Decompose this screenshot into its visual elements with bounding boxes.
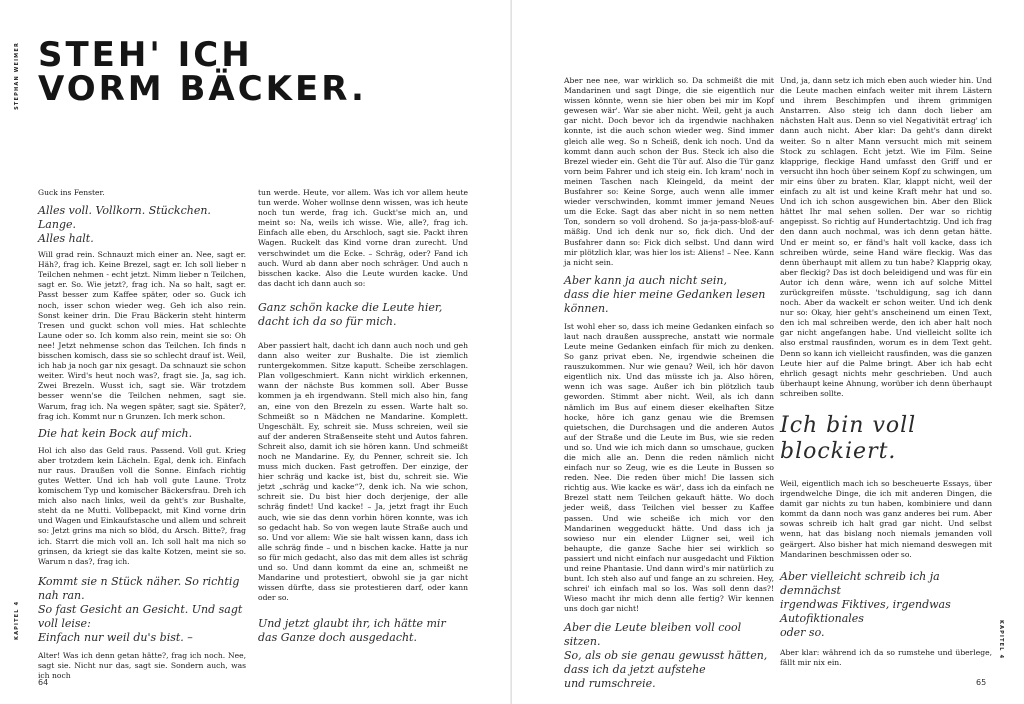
page-title [38, 35, 367, 109]
page-number-right: 65 [976, 678, 987, 687]
author-label: STEPHAN WEIMER [14, 42, 20, 110]
text-column-3 [564, 76, 774, 691]
chapter-label: KAPITEL 4 [998, 620, 1004, 660]
handwritten-note: Alles voll. Vollkorn. Stückchen. Lange. Alles halt. [38, 204, 211, 246]
handwritten-note: Aber vielleicht schreib ich ja demnächst irgendwas Fiktives, irgendwas Autofiktionales oder so. [780, 569, 951, 639]
paragraph: Weil, eigentlich mach ich so bescheuerte Essays, über irgendwelche Dinge, die ich mit anderen Dingen, die damit gar nichts zu tun haben, kombiniere und dann kommt da dann noch was ganz anderes bei rum. Aber sowas schreib ich halt grad gar nicht. Und selbst wenn, hat das bislang noch niemals jemanden voll geärgert. Also bisher hat mich niemand deswegen mit Mandarinen beschmissen oder so. [780, 479, 992, 559]
text-column-4 [780, 76, 992, 668]
paragraph: Aber nee nee, war wirklich so. Da schmeißt die mit Mandarinen und sagt Dinge, die sie eigentlich nur wissen könnte, wenn sie hier oben bei mir im Kopf gewesen wär'. War sie aber nicht. Weil, geht ja auch gar nicht. Doch bevor ich da irgendwie nachhaken konnte, ist die auch schon wieder weg. Sind immer gleich alle weg. So n Scheiß, denk ich noch. Und da kommt dann auch schon der Bus. Steck ich also die Brezel wieder ein. Geht die Tür auf. Also die Tür ganz vorn beim Fahrer und ich steig ein. Ich kram' noch in meinen Taschen nach Kleingeld, da meint der Busfahrer so: Keine Sorge, auch wenn alle immer wieder verschwinden, kommt immer jemand Neues um die Ecke. Sagt das aber nicht in so nem netten Ton, sondern so voll drohend. So ja-ja-pass-bloß-auf-mäßig. Und ich denk nur so, fick dich. Und der Busfahrer dann so: Fick dich selbst. Und dann wird mir plötzlich klar, was hier los ist: Aliens! – Nee. Kann ja nicht sein. [564, 76, 774, 267]
handwritten-note: Die hat kein Bock auf mich. [38, 426, 193, 440]
text-column-2 [258, 188, 468, 645]
title-line-2: VORM BÄCKER. [38, 69, 367, 109]
paragraph: Aber passiert halt, dacht ich dann auch noch und geh dann also weiter zur Bushalte. Die ist ziemlich runtergekommen. Sitze kaputt. Scheibe zerschlagen. Plan vollgeschmiert. Kann nicht wirklich erkennen, wann der nächste Bus kommen soll. Aber Busse kommen ja eh irgendwann. Stell mich also hin, fang an, eine von den Brezeln zu essen. Warte halt so. Schmeißt so n Mädchen ne Mandarine. Komplett. Ungeschält. Ey, schreit sie. Muss schreien, weil sie auf der anderen Straßenseite steht und Autos fahren. Schreit also, damit ich sie hören kann. Und schmeißt noch ne Mandarine. Ey, du Penner, schreit sie. Ich muss mich ducken. Fast getroffen. Der einzige, der hier schräg und kacke ist, bist du, schreit sie. Wie jetzt „schräg und kacke“?, denk ich. Na wie schon, schreit sie. Du bist hier doch derjenige, der alle schräg findet! Und kacke! – Ja, jetzt fragt ihr Euch auch, wie sie das denn vorhin hören konnte, was ich so gedacht hab. So von wegen laute Straße auch und so. Und vor allem: Wie sie halt wissen kann, dass ich alle schräg finde – und n bischen kacke. Hatte ja nur so für mich gedacht, also das mit dem alles ist schräg und so. Und dann kommt da eine an, schmeißt ne Mandarine und protestiert, obwohl sie ja gar nicht wissen dürfte, dass sie protestieren darf, oder kann oder so. [258, 340, 468, 603]
chapter-label: KAPITEL 4 [14, 600, 20, 640]
paragraph: Ist wohl eher so, dass ich meine Gedanken einfach so laut nach draußen ausspreche, anstatt wie normale Leute meine Gedanken einfach für mich zu denken. So ganz privat eben. Ne, irgendwie scheinen die rauszukommen. Nur wie genau? Weil, ich hör davon eigentlich nix. Und das müsste ich ja. Also hören, wenn ich was sage. Außer ich bin plötzlich taub geworden. Stimmt aber nicht. Weil, als ich dann nämlich im Bus auf einem dieser ekelhaften Sitze hocke, höre ich ganz genau wie die Bremsen quietschen, die Durchsagen und die anderen Autos auf der Straße und die Leute im Bus, wie sie reden und so. Und wie ich mich dann so umschaue, gucken die mich alle an. Denn die reden nämlich nicht einfach nur so Zeug, wie es die Leute in Bussen so reden. Nee. Die reden über mich! Die lassen sich richtig aus. Wie kacke es wär', dass ich da einfach ne Brezel statt nem Teilchen gekauft hätte. Wo doch jeder weiß, dass Teilchen viel besser zu Kaffee passen. Und wie scheiße ich mich vor den Mandarinen weggeduckt hätte. Und dass ich ja sowieso nur ein elender Lügner sei, weil ich behaupte, die ganze Sache hier sei wirklich so passiert und nicht einfach nur ausgedacht und Fiktion und reine Phantasie. Und dann wird's mir natürlich zu bunt. Ich steh also auf und fange an zu schreien. Hey, schrei' ich einfach mal so los. Was soll denn das?! Wieso macht ihr mich denn alle fertig? Wir kennen uns doch gar nicht! [564, 321, 774, 614]
handwritten-note: Aber kann ja auch nicht sein, dass die hier meine Gedanken lesen können. [564, 273, 766, 315]
handwritten-note: Kommt sie n Stück näher. So richtig nah ran. So fast Gesicht an Gesicht. Und sagt voll leise: Einfach nur weil du's bist. – [38, 574, 243, 644]
right-page [512, 0, 1024, 704]
paragraph: Guck ins Fenster. [38, 188, 105, 197]
paragraph: Und, ja, dann setz ich mich eben auch wieder hin. Und die Leute machen einfach weiter mit ihrem Lästern und ihrem Beschimpfen und ihrem grimmigen Anstarren. Also steig ich dann doch lieber am nächsten Halt aus. Denn so viel Negativität ertrag' ich dann auch nicht. Aber klar: Da geht's dann direkt weiter. So n alter Mann versucht mich mit seinem Stock zu schlagen. Echt jetzt. Wie im Film. Seine klapprige, fleckige Hand umfasst den Griff und er versucht ihn hoch über seinem Kopf zu schwingen, um mir eins über zu braten. Klar, klappt nicht, weil der einfach zu alt ist und keine Kraft mehr hat und so. Und ich ich schon ausgewichen bin. Aber den Blick hättet Ihr mal sehen sollen. Der war so richtig angepisst. So richtig auf Hundertachtzig. Und ich frag den dann auch nochmal, was ich denn getan hätte. Und er meint so, er fänd's halt voll kacke, dass ich schreiben würde, seine Hand wäre fleckig. Was das denn überhaupt mit allem zu tun habe? Klapprig okay, aber fleckig? Das ist doch beleidigend und was für ein Autor ich denn wäre, wenn ich auf solche Mittel zurückgreifen müsste. 'tschuldigung, sag ich dann noch. Aber da wackelt er schon weiter. Und ich denk nur so: Okay, hier geht's anscheinend um einen Text, den ich mal schreiben werde, den ich aber halt noch gar nicht angefangen habe. Und vielleicht sollte ich also erstmal rausfinden, worum es in dem Text geht. Denn so kann ich vielleicht rausfinden, was die ganzen Leute hier auf die Palme bringt. Aber ich hab echt ehrlich gesagt nichts mehr geschrieben. Und auch überhaupt keine Ahnung, worüber ich denn überhaupt schreiben sollte. [780, 76, 992, 398]
handwritten-note: Ganz schön kacke die Leute hier, dacht ich da so für mich. [258, 300, 443, 328]
paragraph: Hol ich also das Geld raus. Passend. Voll gut. Krieg aber trotzdem kein Lächeln. Egal, denk ich. Einfach nur raus. Draußen voll die Sonne. Einfach richtig gutes Wetter. Und ich hab voll gute Laune. Trotz komischem Typ und komischer Bäckersfrau. Dreh ich mich also nach links, weil da geht's zur Bushalte, steht da ne Mutti. Vollbepackt, mit Kind vorne drin und Wagen und Einkaufstasche und allem und schreit so: Jetzt grins ma nich so blöd, du Arsch. Bitte?, frag ich. Starrt die mich voll an. Ich soll halt ma nich so grinsen, da kriegt sie das kalte Kotzen, meint sie so. Warum n das?, frag ich. [38, 445, 246, 566]
paragraph: Alter! Was ich denn getan hätte?, frag ich noch. Nee, sagt sie. Nicht nur das, sagt sie. Sondern auch, was ich noch [38, 650, 246, 680]
paragraph: Will grad rein. Schnauzt mich einer an. Nee, sagt er. Häh?, frag ich. Keine Brezel, sagt er. Ich soll lieber n Teilchen nehmen - echt jetzt. Nimm lieber n Teilchen, sagt er. So. Wie jetzt?, frag ich. Na so halt, sagt er. Passt besser zum Kaffee später, oder so. Guck ich noch, isser schon wieder weg. Geh ich also rein. Sonst keiner drin. Die Frau Bäckerin steht hinterm Tresen und guckt schon voll mies. Hat schlechte Laune oder so. Ich komm also rein, meint sie so: Oh nee! Jetzt nehmense schon das Teilchen. Ich finds n bisschen komisch, dass sie so schlecht drauf ist. Weil, ich hab ja noch gar nix gesagt. Da schnauzt sie schon weiter. Wird's heut noch was?, fragt sie. Ja, sag ich. Zwei Brezeln. Wusst ich, sagt sie. Wär trotzdem besser wenn'se die Teilchen nehmen, sagt sie. Warum, frag ich. Na wegen später, sagt sie. Später?, frag ich. Kommt nur n Grunzen. Ich merk schon. [38, 250, 246, 421]
handwritten-note: Aber die Leute bleiben voll cool sitzen. So, als ob sie genau gewusst hätten, dass ich da jetzt aufstehe und rumschreie. [564, 620, 768, 690]
page-number-left: 64 [38, 678, 49, 687]
paragraph: tun werde. Heute, vor allem. Was ich vor allem heute tun werde. Woher wollnse denn wissen, was ich heute noch tun werde, frag ich. Guckt'se mich an, und meint so: Na, weils ich wisse. Wie, alle?, frag ich. Einfach alle eben, du Arschloch, sagt sie. Packt ihren Wagen. Ruckelt das Kind vorne dran zurecht. Und verschwindet um die Ecke. – Schräg, oder? Fand ich auch. Wurd ab dann aber noch schräger. Und auch n bisschen kacke. Also die Leute wurden kacke. Und das dacht ich dann auch so: [258, 188, 468, 288]
handwritten-note: Und jetzt glaubt ihr, ich hätte mir das Ganze doch ausgedacht. [258, 617, 446, 645]
text-column-1 [38, 188, 246, 681]
handwritten-note: Ich bin voll blockiert. [780, 413, 917, 464]
paragraph: Aber klar: während ich da so rumstehe und überlege, fällt mir nix ein. [780, 647, 992, 667]
title-line-1: STEH' ICH [38, 35, 253, 75]
